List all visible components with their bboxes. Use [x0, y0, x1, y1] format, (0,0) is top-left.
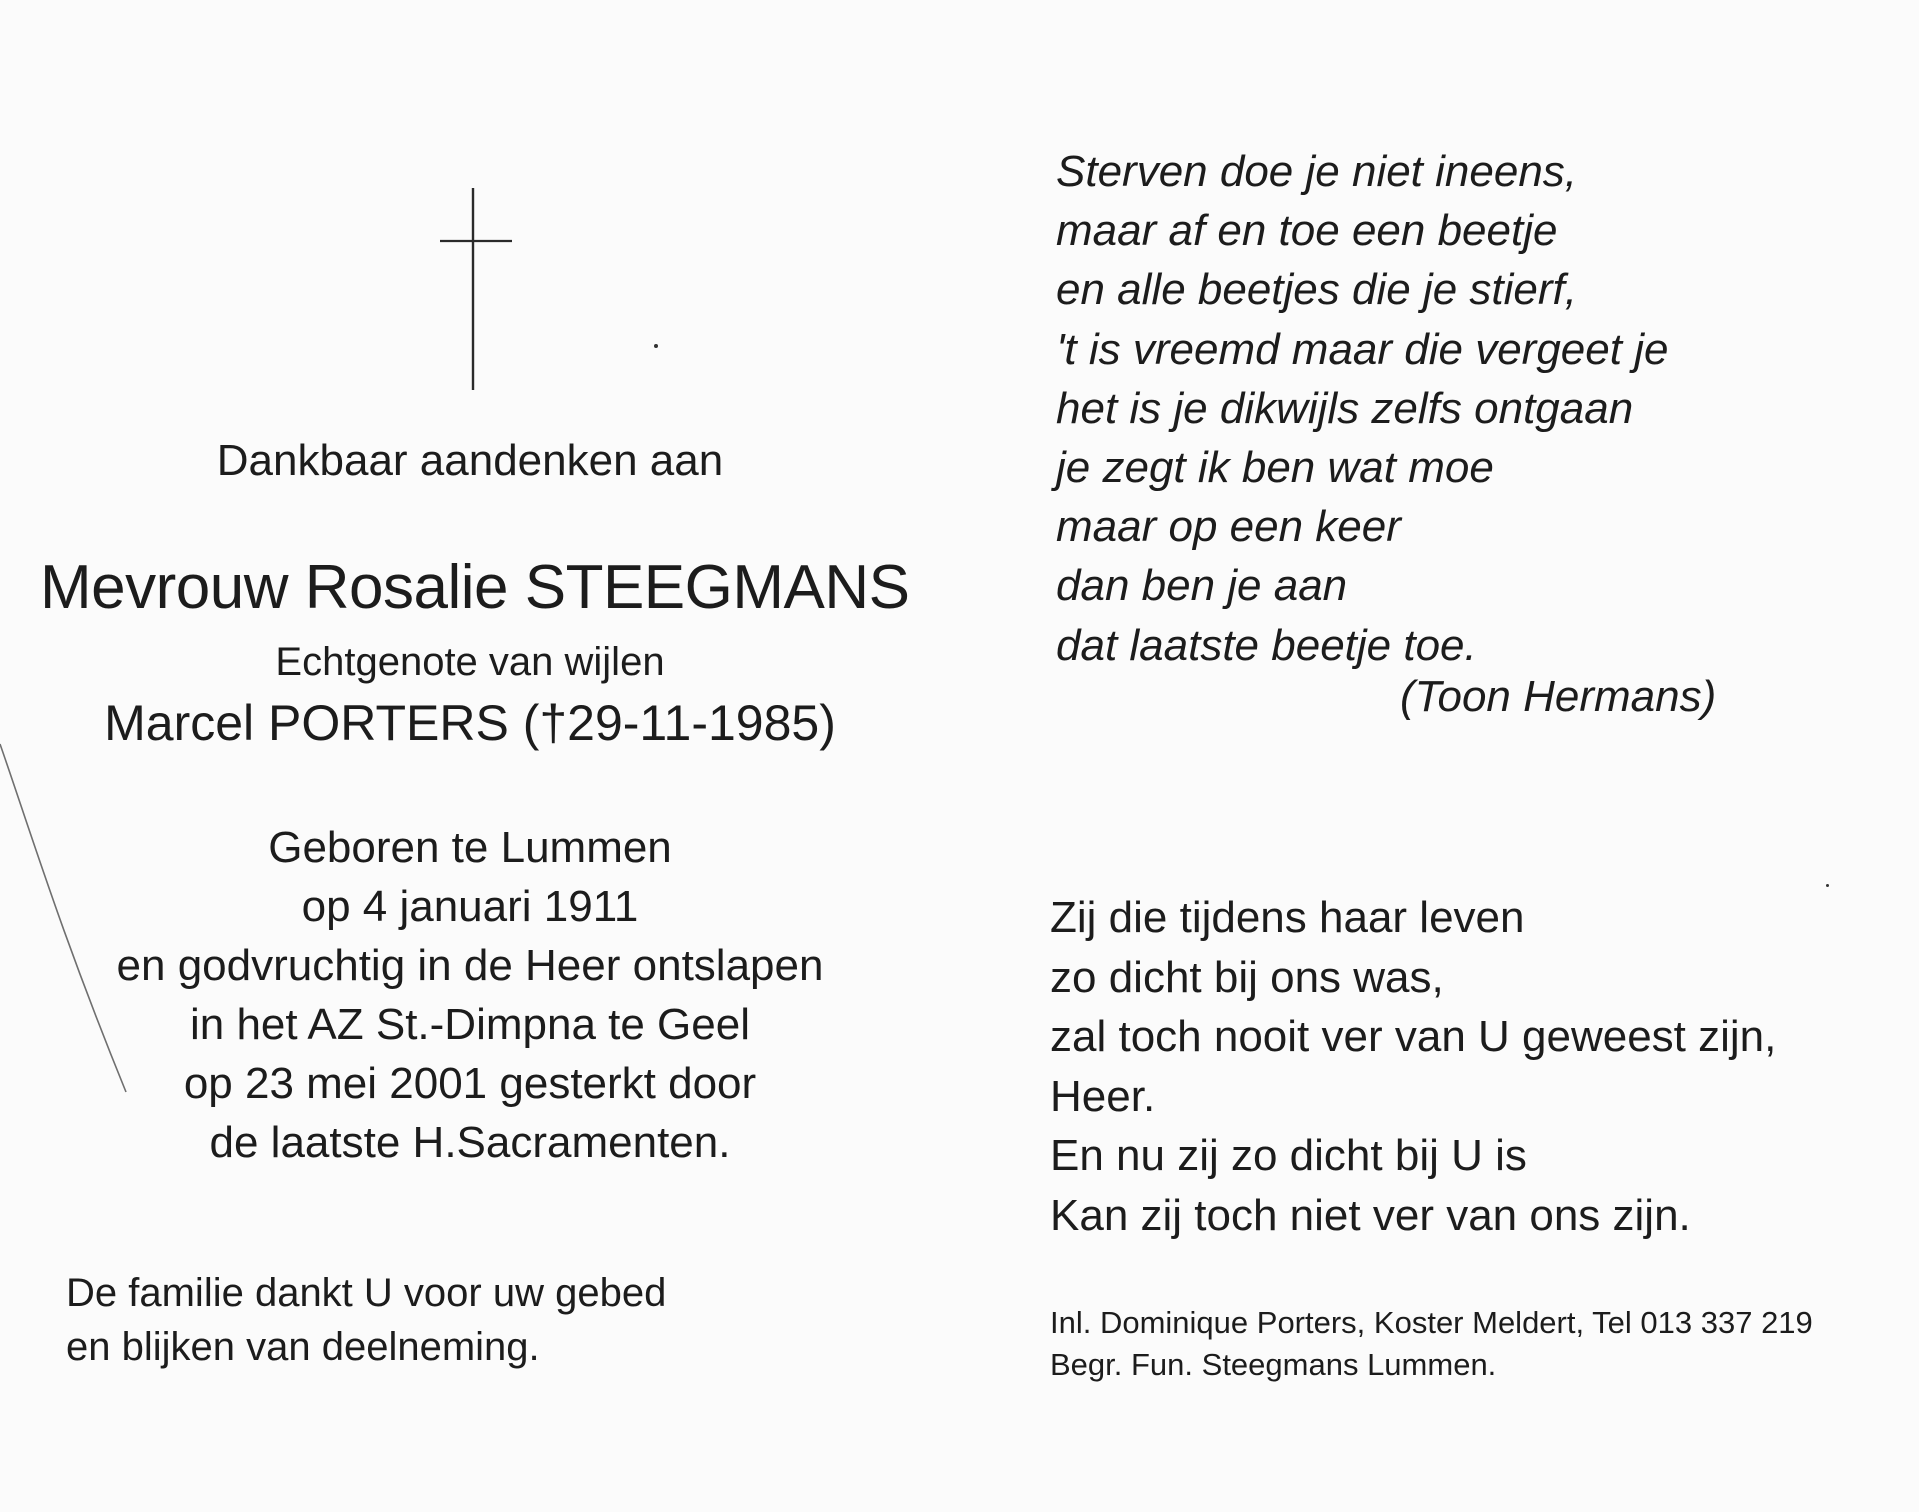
poem-line: Sterven doe je niet ineens, [1056, 147, 1578, 196]
poem-line: je zegt ik ben wat moe [1056, 443, 1494, 493]
thanks-line: De familie dankt U voor uw gebed [66, 1271, 667, 1315]
spouse-name: Marcel PORTERS (†29-11-1985) [104, 695, 836, 751]
bio-line: op 4 januari 1911 [301, 882, 639, 931]
printer-credits [1050, 1302, 1813, 1386]
printer-line: Inl. Dominique Porters, Koster Meldert, Tel 013 337 219 [1050, 1305, 1813, 1340]
thanks-line: en blijken van deelneming. [66, 1325, 540, 1369]
poem-attribution: (Toon Hermans) [1400, 672, 1717, 721]
poem [1056, 142, 1668, 675]
bio-line: op 23 mei 2001 gesterkt door [183, 1059, 757, 1108]
biography [40, 818, 900, 1172]
prayer-line: Kan zij toch niet ver van ons zijn. [1050, 1190, 1691, 1240]
bio-line: en godvruchtig in de Heer ontslapen [116, 941, 824, 990]
poem-line: maar af en toe een beetje [1056, 206, 1558, 256]
poem-line: dat laatste beetje toe. [1056, 620, 1477, 670]
prayer-line: Heer. [1050, 1071, 1156, 1121]
poem-line: 't is vreemd maar die vergeet je [1056, 324, 1669, 374]
deceased-name: Mevrouw Rosalie STEEGMANS [40, 553, 910, 622]
intro-text: Dankbaar aandenken aan [216, 436, 724, 485]
prayer [1050, 888, 1776, 1245]
prayer-line: zal toch nooit ver van U geweest zijn, [1050, 1012, 1777, 1061]
prayer-line: zo dicht bij ons was, [1050, 952, 1444, 1002]
prayer-line: Zij die tijdens haar leven [1050, 893, 1525, 942]
poem-line: en alle beetjes die je stierf, [1056, 265, 1577, 315]
cross-icon [440, 188, 512, 390]
poem-line: dan ben je aan [1056, 561, 1348, 611]
bio-line: de laatste H.Sacramenten. [209, 1118, 731, 1167]
spouse-label: Echtgenote van wijlen [275, 640, 665, 684]
prayer-line: En nu zij zo dicht bij U is [1050, 1131, 1527, 1180]
scan-speck [654, 344, 658, 348]
scan-speck [1826, 884, 1829, 887]
printer-line: Begr. Fun. Steegmans Lummen. [1050, 1347, 1497, 1382]
family-thanks [66, 1266, 666, 1374]
poem-line: maar op een keer [1056, 502, 1401, 552]
bio-line: in het AZ St.-Dimpna te Geel [189, 1000, 751, 1049]
bio-line: Geboren te Lummen [268, 823, 672, 872]
poem-line: het is je dikwijls zelfs ontgaan [1056, 383, 1634, 433]
